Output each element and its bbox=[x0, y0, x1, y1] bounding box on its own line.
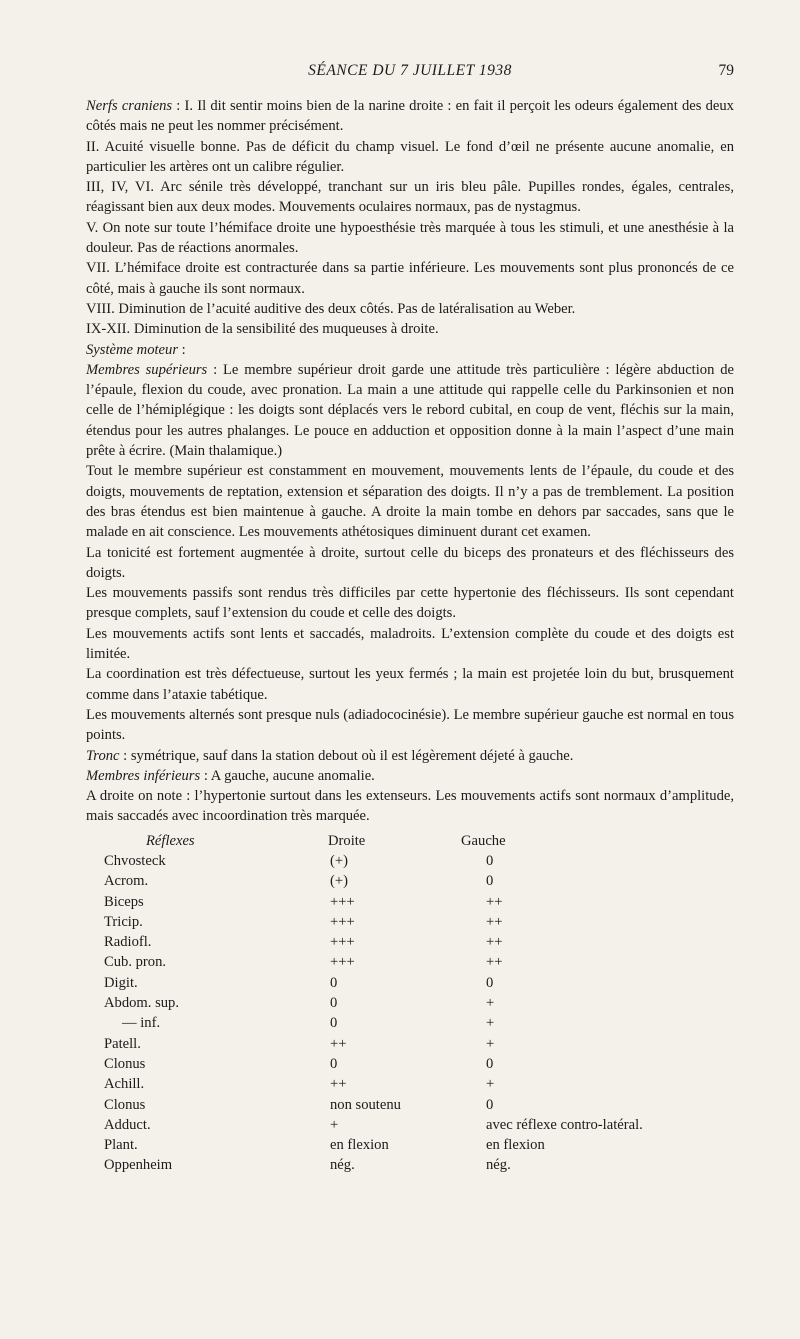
table-cell: en flexion bbox=[330, 1137, 389, 1154]
table-cell: nég. bbox=[330, 1157, 355, 1174]
table-cell: 0 bbox=[486, 873, 494, 890]
table-cell: +++ bbox=[330, 934, 355, 951]
table-cell: Tricip. bbox=[104, 913, 143, 930]
document-page bbox=[86, 62, 734, 1176]
table-row bbox=[86, 892, 734, 912]
paragraph-text: : symétrique, sauf dans la station debout où il est légèrement déjeté à gauche. bbox=[119, 747, 574, 764]
paragraph-lead: Système moteur bbox=[86, 341, 178, 358]
paragraph-text: VIII. Diminution de l’acuité auditive des deux côtés. Pas de latéralisation au Weber. bbox=[86, 300, 576, 317]
table-cell: ++ bbox=[486, 913, 503, 930]
table-cell: ++ bbox=[486, 934, 503, 951]
table-row bbox=[86, 932, 734, 952]
paragraph bbox=[86, 360, 734, 461]
paragraph-text: V. On note sur toute l’hémiface droite une hypoesthésie très marquée à tous les stimuli, et une anesthésie à la douleur. Pas de réactions anormales. bbox=[86, 219, 734, 257]
paragraph bbox=[86, 137, 734, 178]
table-cell: ++ bbox=[486, 893, 503, 910]
table-cell: nég. bbox=[486, 1157, 511, 1174]
table-cell: Oppenheim bbox=[104, 1157, 173, 1174]
paragraph-text: II. Acuité visuelle bonne. Pas de déficit du champ visuel. Le fond d’œil ne présente aucune anomalie, en particulier les artères ont un calibre régulier. bbox=[86, 138, 734, 175]
table-cell: Achill. bbox=[104, 1076, 145, 1093]
table-cell: + bbox=[486, 1015, 495, 1032]
paragraph bbox=[86, 340, 734, 360]
table-cell: ++ bbox=[330, 1076, 347, 1093]
paragraph-text: : Le membre supérieur droit garde une attitude très particulière : légère abduction de l’épaule, flexion du coude, avec pronation. La main a une attitude qui rappelle celle du Parkinsonien et non celle de l’hémiplégique : les doigts sont déplacés vers le rebord cubital, en coup de vent, fléchis sur la main, étendus pour les autres phalanges. Le pouce en adduction et opposition donne à la main l’aspect d’une main prête à écrire. (Main thalamique.) bbox=[86, 361, 735, 460]
table-cell: Biceps bbox=[104, 893, 144, 910]
table-header-cell: Droite bbox=[328, 832, 366, 849]
table-cell: + bbox=[486, 995, 495, 1012]
table-row bbox=[86, 1155, 734, 1175]
table-cell: ++ bbox=[486, 954, 503, 971]
table-row bbox=[86, 1074, 734, 1094]
table-cell: + bbox=[330, 1116, 339, 1133]
table-cell: Chvosteck bbox=[104, 852, 166, 869]
paragraph bbox=[86, 583, 734, 624]
table-cell: (+) bbox=[330, 852, 348, 869]
paragraph bbox=[86, 746, 734, 766]
table-cell: 0 bbox=[486, 1055, 494, 1072]
table-row bbox=[86, 871, 734, 891]
table-row bbox=[86, 1135, 734, 1155]
paragraph-text: IX-XII. Diminution de la sensibilité des muqueuses à droite. bbox=[86, 321, 439, 338]
table-header-cell: Réflexes bbox=[146, 832, 195, 849]
table-row bbox=[86, 1034, 734, 1054]
paragraph bbox=[86, 299, 734, 319]
paragraph-text: III, IV, VI. Arc sénile très développé, tranchant sur un iris bleu pâle. Pupilles rondes, égales, centrales, réagissant bien aux deux modes. Mouvements oculaires normaux, pas de nystagmus. bbox=[86, 179, 734, 216]
page-number: 79 bbox=[718, 62, 734, 79]
table-cell: Acrom. bbox=[104, 873, 149, 890]
table-cell: Abdom. sup. bbox=[104, 995, 179, 1012]
table-cell: 0 bbox=[330, 1015, 338, 1032]
paragraph bbox=[86, 766, 734, 786]
paragraph bbox=[86, 543, 734, 584]
table-row bbox=[86, 1013, 734, 1033]
table-cell: 0 bbox=[486, 1096, 494, 1113]
table-cell: Clonus bbox=[104, 1096, 146, 1113]
body-text bbox=[86, 96, 734, 827]
paragraph-text: : bbox=[178, 341, 186, 358]
paragraph-text: : A gauche, aucune anomalie. bbox=[200, 767, 375, 784]
table-cell: — inf. bbox=[122, 1015, 161, 1032]
table-row bbox=[86, 1095, 734, 1115]
paragraph-text: La coordination est très défectueuse, surtout les yeux fermés ; la main est projetée loin du but, brusquement comme dans l’ataxie tabétique. bbox=[86, 666, 734, 703]
header-title: SÉANCE DU 7 JUILLET 1938 bbox=[308, 62, 512, 79]
table-cell: Digit. bbox=[104, 974, 138, 991]
paragraph bbox=[86, 258, 734, 299]
table-row bbox=[86, 851, 734, 871]
table-cell: +++ bbox=[330, 954, 355, 971]
paragraph bbox=[86, 461, 734, 542]
table-cell: + bbox=[486, 1076, 495, 1093]
paragraph-text: La tonicité est fortement augmentée à droite, surtout celle du biceps des pronateurs et des fléchisseurs des doigts. bbox=[86, 544, 734, 581]
table-header-cell: Gauche bbox=[461, 832, 506, 849]
table-row bbox=[86, 1054, 734, 1074]
table-header-row bbox=[86, 831, 734, 851]
table-cell: 0 bbox=[486, 852, 494, 869]
paragraph-text: : I. Il dit sentir moins bien de la narine droite : en fait il perçoit les odeurs également des deux côtés mais ne peut les nommer précisément. bbox=[86, 98, 734, 135]
paragraph-lead: Tronc bbox=[86, 747, 120, 764]
table-cell: Clonus bbox=[104, 1055, 146, 1072]
table-cell: en flexion bbox=[486, 1137, 545, 1154]
table-row bbox=[86, 1115, 734, 1135]
table-cell: Plant. bbox=[104, 1137, 138, 1154]
table-row bbox=[86, 952, 734, 972]
paragraph bbox=[86, 177, 734, 218]
table-cell: +++ bbox=[330, 913, 355, 930]
table-row bbox=[86, 993, 734, 1013]
paragraph bbox=[86, 786, 734, 827]
paragraph-text: Les mouvements alternés sont presque nuls (adiadococinésie). Le membre supérieur gauche est normal en tous points. bbox=[86, 706, 734, 744]
table-cell: 0 bbox=[330, 1055, 338, 1072]
paragraph-lead: Membres inférieurs bbox=[86, 767, 201, 784]
paragraph-text: A droite on note : l’hypertonie surtout dans les extenseurs. Les mouvements actifs sont normaux d’amplitude, mais saccadés avec incoordination très marquée. bbox=[86, 788, 734, 825]
paragraph bbox=[86, 319, 734, 339]
paragraph bbox=[86, 664, 734, 705]
running-header bbox=[86, 62, 734, 88]
reflex-table bbox=[86, 831, 734, 1176]
paragraph-lead: Nerfs craniens bbox=[86, 98, 173, 114]
paragraph bbox=[86, 218, 734, 259]
paragraph bbox=[86, 96, 734, 137]
table-cell: Adduct. bbox=[104, 1116, 151, 1133]
table-cell: Patell. bbox=[104, 1035, 141, 1052]
paragraph-lead: Membres supérieurs bbox=[86, 361, 208, 378]
table-cell: 0 bbox=[330, 974, 338, 991]
table-cell: +++ bbox=[330, 893, 355, 910]
table-cell: (+) bbox=[330, 873, 348, 890]
table-row bbox=[86, 912, 734, 932]
table-cell: Cub. pron. bbox=[104, 954, 167, 971]
table-cell: avec réflexe contro-latéral. bbox=[486, 1116, 643, 1133]
table-cell: ++ bbox=[330, 1035, 347, 1052]
table-cell: 0 bbox=[330, 995, 338, 1012]
table-row bbox=[86, 973, 734, 993]
paragraph-text: Tout le membre supérieur est constamment en mouvement, mouvements lents de l’épaule, du coude et des doigts, mouvements de reptation, extension et séparation des doigts. Il n’y a pas de tremblement. La position des bras étendus est bien maintenue à gauche. A droite la main tombe en dehors par saccades, sans que le malade en ait conscience. Les mouvements athétosiques diminuent durant cet examen. bbox=[86, 463, 734, 541]
paragraph-text: Les mouvements actifs sont lents et saccadés, maladroits. L’extension complète du coude et des doigts est limitée. bbox=[86, 625, 734, 663]
paragraph bbox=[86, 624, 734, 665]
table-cell: + bbox=[486, 1035, 495, 1052]
table-cell: Radiofl. bbox=[104, 934, 152, 951]
paragraph-text: Les mouvements passifs sont rendus très difficiles par cette hypertonie des fléchisseurs. Ils sont cependant presque complets, sauf l’extension du coude et celle des doigts. bbox=[86, 585, 734, 622]
paragraph bbox=[86, 705, 734, 746]
paragraph-text: VII. L’hémiface droite est contracturée dans sa partie inférieure. Les mouvements sont plus prononcés de ce côté, mais à gauche ils sont normaux. bbox=[86, 260, 734, 297]
table-cell: non soutenu bbox=[330, 1096, 401, 1113]
table-cell: 0 bbox=[486, 974, 494, 991]
